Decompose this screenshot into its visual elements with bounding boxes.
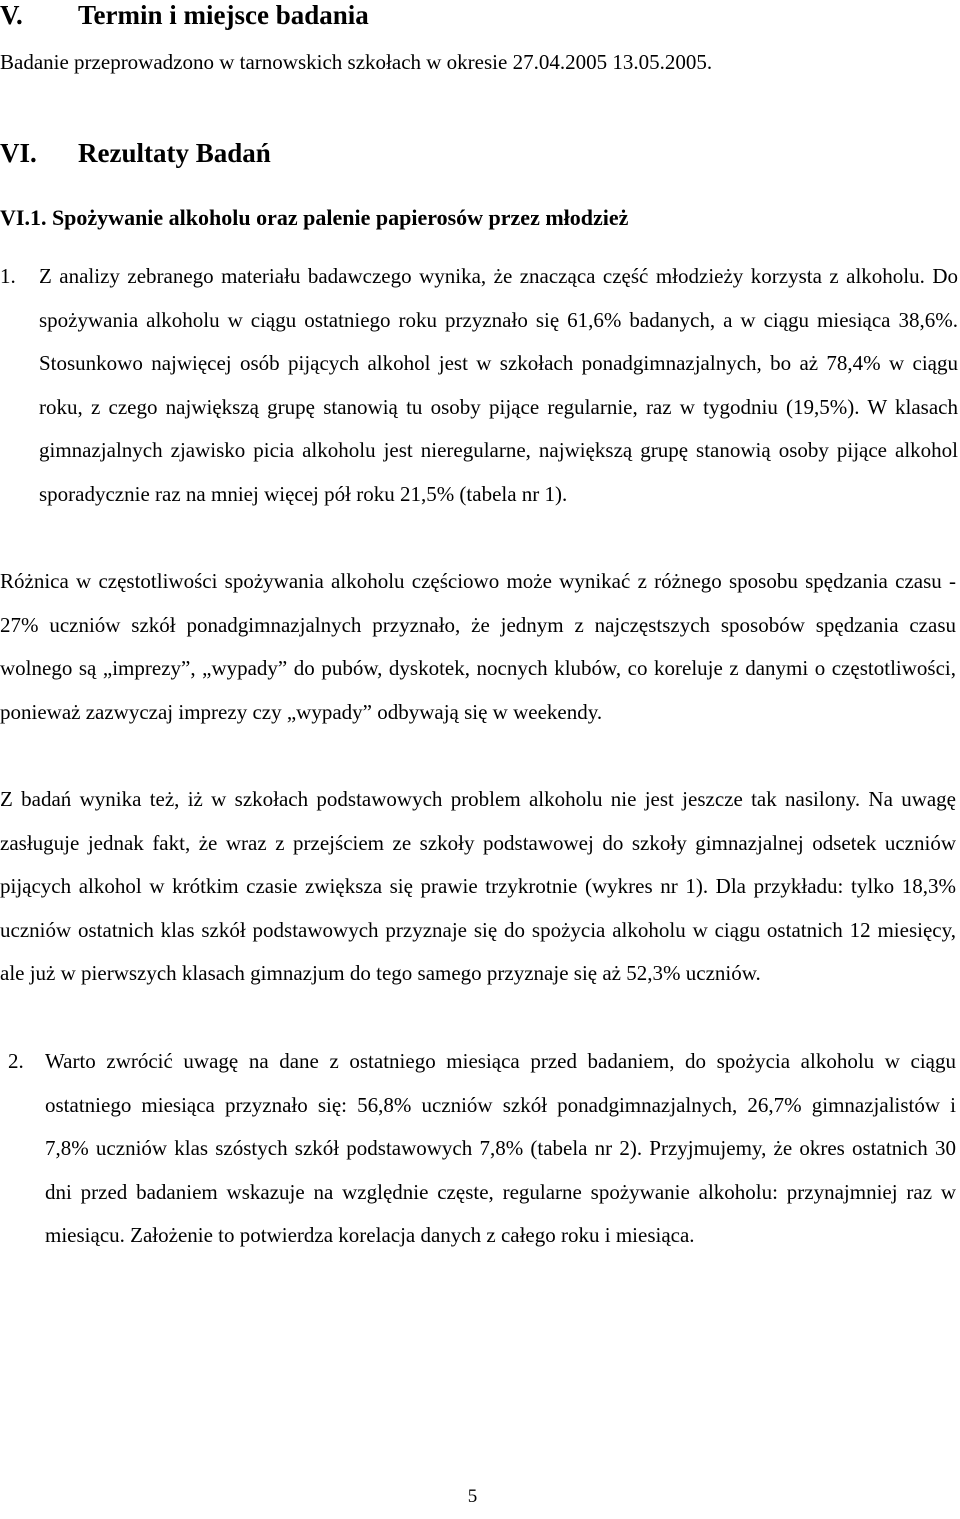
- list-item-1-number: 1.: [0, 264, 16, 288]
- section-5-number: V.: [0, 0, 23, 30]
- subsection-heading: VI.1. Spożywanie alkoholu oraz palenie papierosów przez młodzież: [0, 205, 629, 230]
- list-item-1-text: Z analizy zebranego materiału badawczego wynika, że znacząca część młodzieży korzysta z alkoholu. Do spożywania alkoholu w ciągu ostatniego roku przyznało się 61,6% badanych, a w ciągu miesiąca 38,6%. Stosunkowo najwięcej osób pijących alkohol jest w szkołach ponadgimnazjalnych, bo aż 78,4% w ciągu roku, z czego największą grupę stanowią tu osoby pijące regularnie, raz w tygodniu (19,5%). W klasach gimnazjalnych zjawisko picia alkoholu jest nieregularne, największą grupę stanowią osoby pijące alkohol sporadycznie raz na mniej więcej pół roku 21,5% (tabela nr 1).: [39, 264, 958, 506]
- list-item-2-text: Warto zwrócić uwagę na dane z ostatniego miesiąca przed badaniem, do spożycia alkoholu w ciągu ostatniego miesiąca przyznało się: 56,8% uczniów szkół ponadgimnazjalnych, 26,7% gimnazjalistów i 7,8% uczniów klas szóstych szkół podstawowych 7,8% (tabela nr 2). Przyjmujemy, że okres ostatnich 30 dni przed badaniem wskazuje na względnie częste, regularne spożywanie alkoholu: przynajmniej raz w miesiącu. Założenie to potwierdza korelacja danych z całego roku i miesiąca.: [45, 1049, 956, 1247]
- paragraph-1: Różnica w częstotliwości spożywania alkoholu częściowo może wynikać z różnego sposobu spędzania czasu - 27% uczniów szkół ponadgimnazjalnych przyznało, że jednym z najczęstszych sposobów spędzania czasu wolnego są „imprezy”, „wypady” do pubów, dyskotek, nocnych klubów, co koreluje z danymi o częstotliwości, ponieważ zazwyczaj imprezy czy „wypady” odbywają się w weekendy.: [0, 569, 956, 724]
- list-item-2-number: 2.: [8, 1049, 24, 1073]
- paragraph-2: Z badań wynika też, iż w szkołach podstawowych problem alkoholu nie jest jeszcze tak nasilony. Na uwagę zasługuje jednak fakt, że wraz z przejściem ze szkoły podstawowej do szkoły gimnazjalnej odsetek uczniów pijących alkohol w krótkim czasie zwiększa się prawie trzykrotnie (wykres nr 1). Dla przykładu: tylko 18,3% uczniów ostatnich klas szkół podstawowych przyznaje się do spożycia alkoholu w ciągu ostatnich 12 miesięcy, ale już w pierwszych klasach gimnazjum do tego samego przyznaje się aż 52,3% uczniów.: [0, 787, 956, 985]
- section-6-number: VI.: [0, 138, 37, 168]
- section-6-heading: [0, 138, 271, 168]
- section-6-title: Rezultaty Badań: [78, 138, 271, 168]
- section-5-text: Badanie przeprowadzono w tarnowskich szkołach w okresie 27.04.2005 13.05.2005.: [0, 50, 713, 74]
- page-number: 5: [467, 1486, 478, 1507]
- section-5-heading: [0, 0, 369, 30]
- section-5-title: Termin i miejsce badania: [78, 0, 369, 30]
